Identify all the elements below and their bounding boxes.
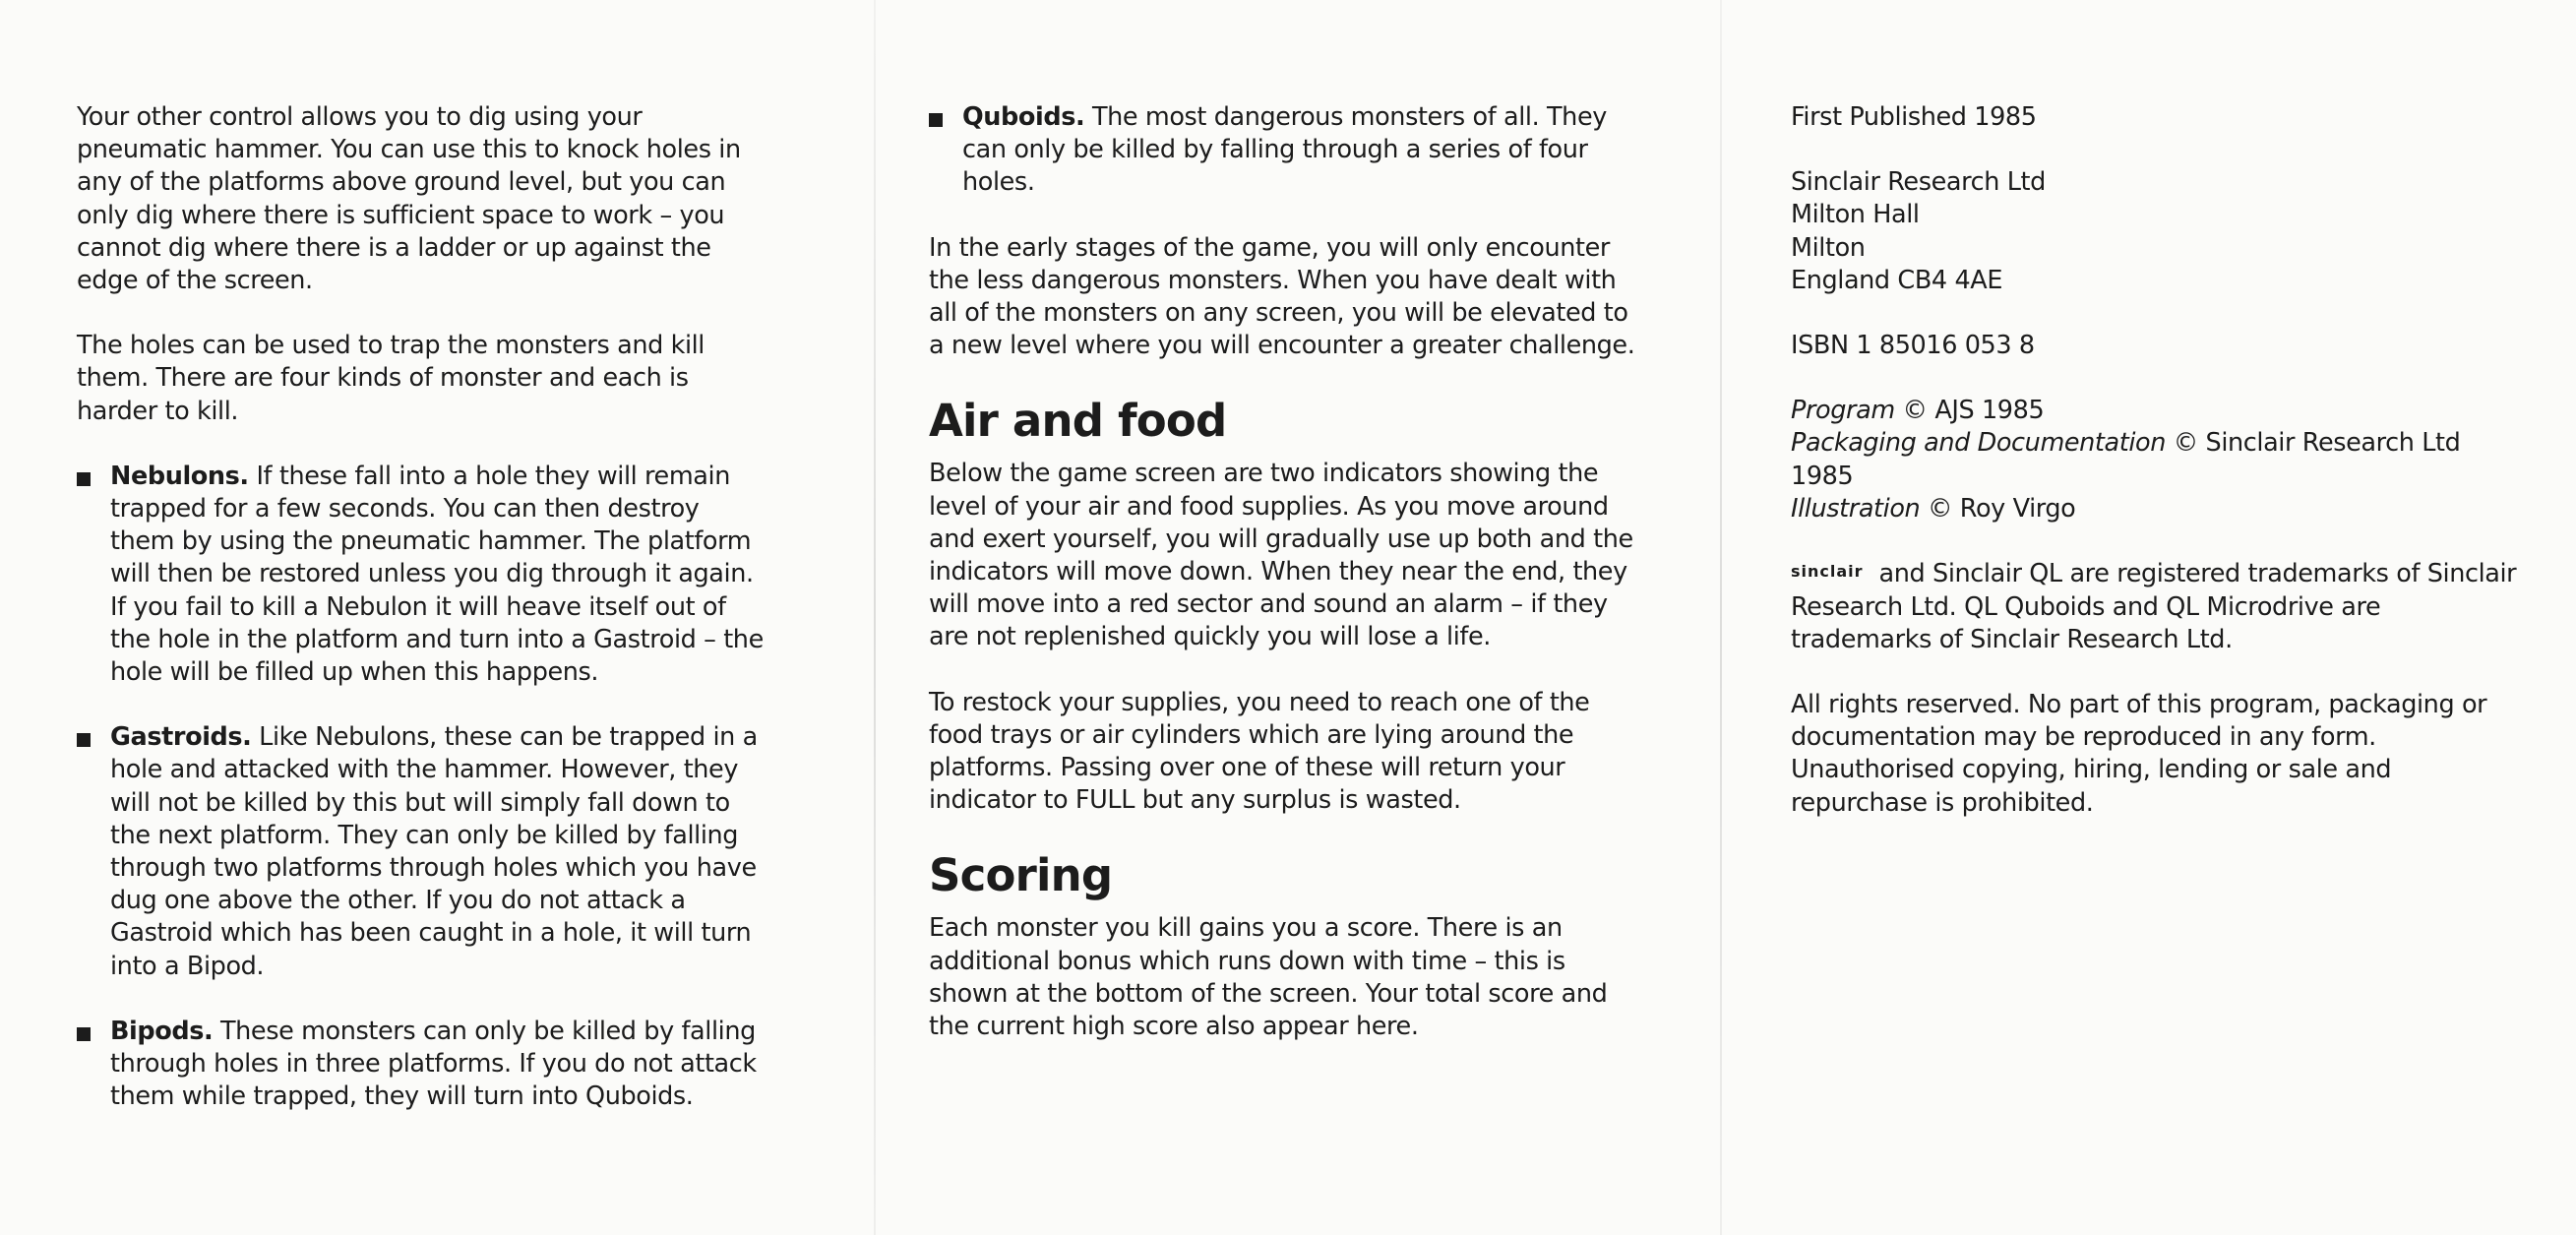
paragraph-holes: The holes can be used to trap the monsters and kill them. There are four kinds of monster and each is harder to kill.	[77, 331, 705, 426]
paragraph-restock: To restock your supplies, you need to reach one of the food trays or air cylinders which are lying around the platforms. Passing over one of these will return your indicator to FULL but any surplus is wasted.	[929, 687, 1590, 816]
isbn: ISBN 1 85016 053 8	[1791, 331, 2035, 361]
trademark-text: and Sinclair QL are registered trademarks of Sinclair Research Ltd. QL Quboids and QL Microdrive are trademarks of Sinclair Research Ltd.	[1791, 559, 2517, 654]
credit-program-text: © AJS 1985	[1894, 396, 2045, 426]
credit-program	[1791, 395, 2519, 427]
published-line: First Published 1985	[1791, 102, 2037, 132]
address-line: Milton Hall	[1791, 200, 1920, 230]
list-item-nebulons	[77, 461, 766, 689]
column-right	[1791, 101, 2519, 852]
bullet-square-icon	[77, 1027, 91, 1041]
page-fold-right	[1720, 0, 1722, 1235]
bipods-text: These monsters can only be killed by falling through holes in three platforms. If you do not attack them while trapped, they will turn into Quboids.	[110, 1016, 757, 1112]
gastroids-title: Gastroids.	[110, 722, 252, 753]
nebulons-text: If these fall into a hole they will remain trapped for a few seconds. You can then destroy them by using the pneumatic hammer. The platform will then be restored unless you dig through it again. If you fail to kill a Nebulon it will heave itself out of the hole in the platform and turn into a Gastroid – the hole will be filled up when this happens.	[110, 461, 764, 688]
publisher-address	[1791, 166, 2519, 297]
column-middle	[929, 101, 1637, 1076]
trademark-notice	[1791, 558, 2519, 656]
credit-packaging-text: © Sinclair Research Ltd 1985	[1791, 428, 2461, 491]
address-line: Milton	[1791, 232, 1866, 263]
paragraph-scoring: Each monster you kill gains you a score. There is an additional bonus which runs down with time – this is shown at the bottom of the screen. Your total score and the current high score also appear here.	[929, 913, 1608, 1042]
credit-packaging	[1791, 427, 2519, 492]
paragraph-levels: In the early stages of the game, you will only encounter the less dangerous monsters. When you have dealt with all of the monsters on any screen, you will be elevated to a new level where you will encounter a greater challenge.	[929, 232, 1635, 361]
credits	[1791, 395, 2519, 525]
paragraph-digging: Your other control allows you to dig using your pneumatic hammer. You can use this to knock holes in any of the platforms above ground level, but you can only dig where there is sufficient space to work – you cannot dig where there is a ladder or up against the edge of the screen.	[77, 102, 741, 296]
quboids-title: Quboids.	[962, 102, 1085, 132]
bullet-square-icon	[77, 472, 91, 486]
address-line: Sinclair Research Ltd	[1791, 167, 2046, 198]
bullet-square-icon	[929, 113, 943, 127]
credit-program-label: Program	[1791, 396, 1895, 426]
address-line: England CB4 4AE	[1791, 265, 2003, 295]
heading-scoring: Scoring	[929, 849, 1113, 902]
list-item-bipods	[77, 1016, 766, 1114]
sinclair-logo: sinclair	[1791, 562, 1864, 582]
credit-illustration-text: © Roy Virgo	[1920, 493, 2076, 524]
credit-illustration-label: Illustration	[1791, 493, 1921, 524]
quboids-text: The most dangerous monsters of all. They can only be killed by falling through a series of four holes.	[962, 102, 1607, 198]
credit-packaging-label: Packaging and Documentation	[1791, 428, 2167, 459]
list-item-quboids	[929, 101, 1637, 200]
heading-air-and-food: Air and food	[929, 395, 1227, 448]
bipods-title: Bipods.	[110, 1016, 214, 1046]
column-left	[77, 101, 766, 1145]
nebulons-title: Nebulons.	[110, 461, 249, 491]
bullet-square-icon	[77, 733, 91, 747]
rights-notice: All rights reserved. No part of this program, packaging or documentation may be reproduced in any form. Unauthorised copying, hiring, lending or sale and repurchase is prohibited.	[1791, 690, 2487, 818]
gastroids-text: Like Nebulons, these can be trapped in a hole and attacked with the hammer. However, they will not be killed by this but will simply fall down to the next platform. They can only be killed by falling through two platforms through holes which you have dug one above the other. If you do not attack a Gastroid which has been caught in a hole, it will turn into a Bipod.	[110, 722, 758, 981]
page-fold-left	[874, 0, 876, 1235]
paragraph-indicators: Below the game screen are two indicators showing the level of your air and food supplies. As you move around and exert yourself, you will gradually use up both and the indicators will move down. When they near the end, they will move into a red sector and sound an alarm – if they are not replenished quickly you will lose a life.	[929, 459, 1633, 652]
list-item-gastroids	[77, 721, 766, 983]
credit-illustration	[1791, 493, 2519, 525]
